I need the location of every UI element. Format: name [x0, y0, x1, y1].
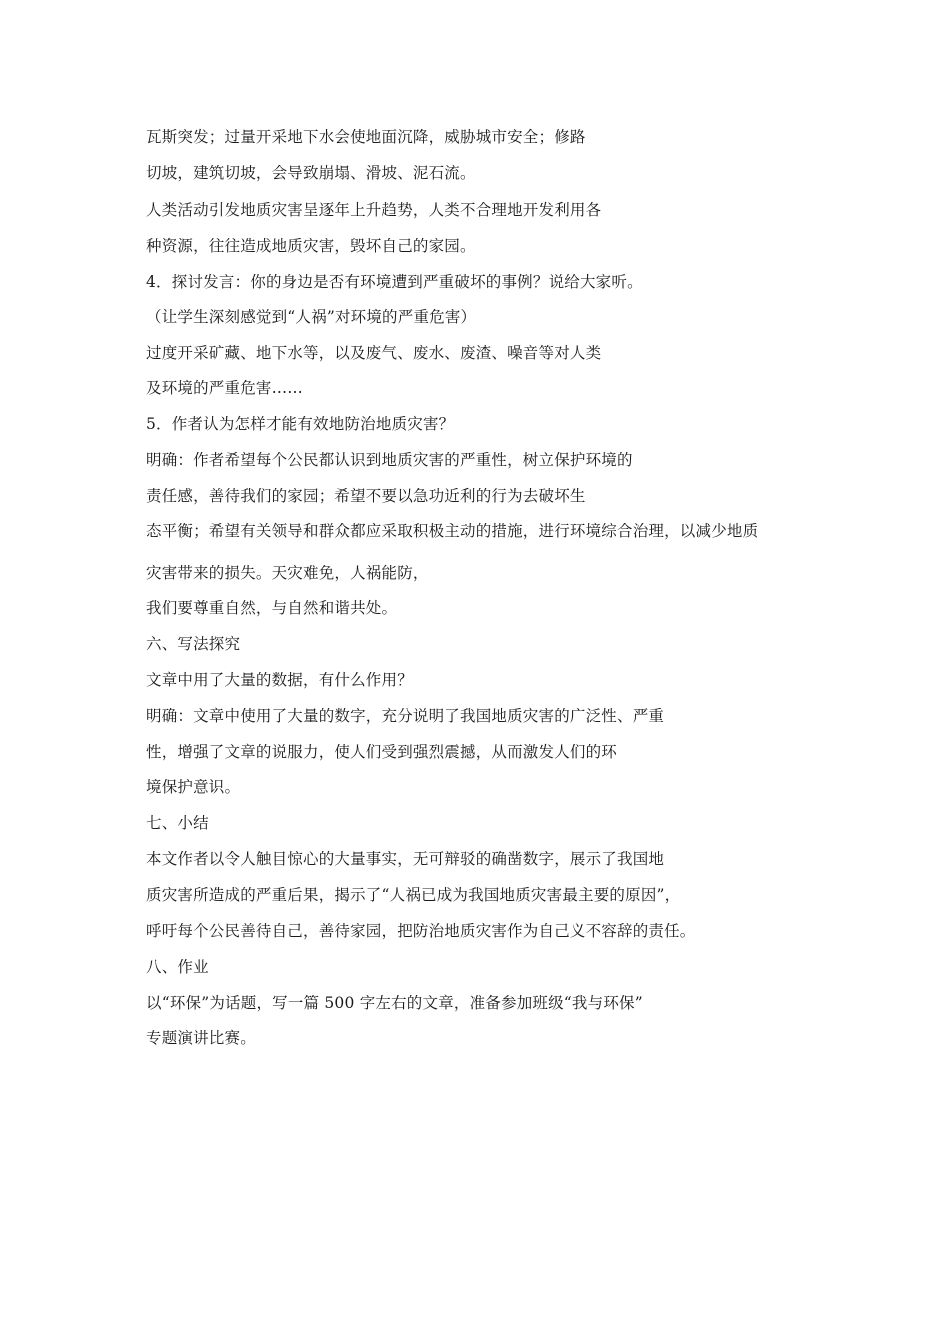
text-line: 本文作者以令人触目惊心的大量事实，无可辩驳的确凿数字，展示了我国地: [146, 850, 665, 868]
section-heading: 六、写法探究: [146, 635, 241, 653]
question-4: 4．探讨发言：你的身边是否有环境遭到严重破坏的事例？说给大家听。: [146, 273, 643, 291]
text-line: 专题演讲比赛。: [146, 1029, 256, 1047]
text-line: 瓦斯突发；过量开采地下水会使地面沉降，威胁城市安全；修路: [146, 128, 586, 146]
text-line: 过度开采矿藏、地下水等，以及废气、废水、废渣、噪音等对人类: [146, 344, 602, 362]
text-line: 责任感，善待我们的家园；希望不要以急功近利的行为去破坏生: [146, 487, 586, 505]
text-line: 以“环保”为话题，写一篇 500 字左右的文章，准备参加班级“我与环保”: [146, 994, 643, 1012]
text-line: 我们要尊重自然，与自然和谐共处。: [146, 599, 398, 617]
section-heading: 七、小结: [146, 814, 209, 832]
text-line: 明确：作者希望每个公民都认识到地质灾害的严重性，树立保护环境的: [146, 451, 633, 469]
text-line: 切坡，建筑切坡，会导致崩塌、滑坡、泥石流。: [146, 164, 476, 182]
text-line: 人类活动引发地质灾害呈逐年上升趋势，人类不合理地开发利用各: [146, 201, 602, 219]
text-line: 呼吁每个公民善待自己，善待家园，把防治地质灾害作为自己义不容辞的责任。: [146, 922, 696, 940]
text-line: 质灾害所造成的严重后果，揭示了“人祸已成为我国地质灾害最主要的原因”，: [146, 886, 681, 904]
text-line: 境保护意识。: [146, 778, 241, 796]
text-line: （让学生深刻感觉到“人祸”对环境的严重危害）: [146, 308, 477, 326]
question-5: 5．作者认为怎样才能有效地防治地质灾害？: [146, 415, 455, 433]
text-line: 灾害带来的损失。天灾难免，人祸能防，: [146, 564, 429, 582]
text-line: 文章中用了大量的数据，有什么作用？: [146, 671, 413, 689]
section-heading: 八、作业: [146, 958, 209, 976]
text-line: 及环境的严重危害……: [146, 379, 304, 397]
text-line: 态平衡；希望有关领导和群众都应采取积极主动的措施，进行环境综合治理，以减少地质: [146, 522, 759, 540]
text-line: 种资源，往往造成地质灾害，毁坏自己的家园。: [146, 237, 476, 255]
text-line: 明确：文章中使用了大量的数字，充分说明了我国地质灾害的广泛性、严重: [146, 707, 665, 725]
text-line: 性，增强了文章的说服力，使人们受到强烈震撼，从而激发人们的环: [146, 743, 618, 761]
